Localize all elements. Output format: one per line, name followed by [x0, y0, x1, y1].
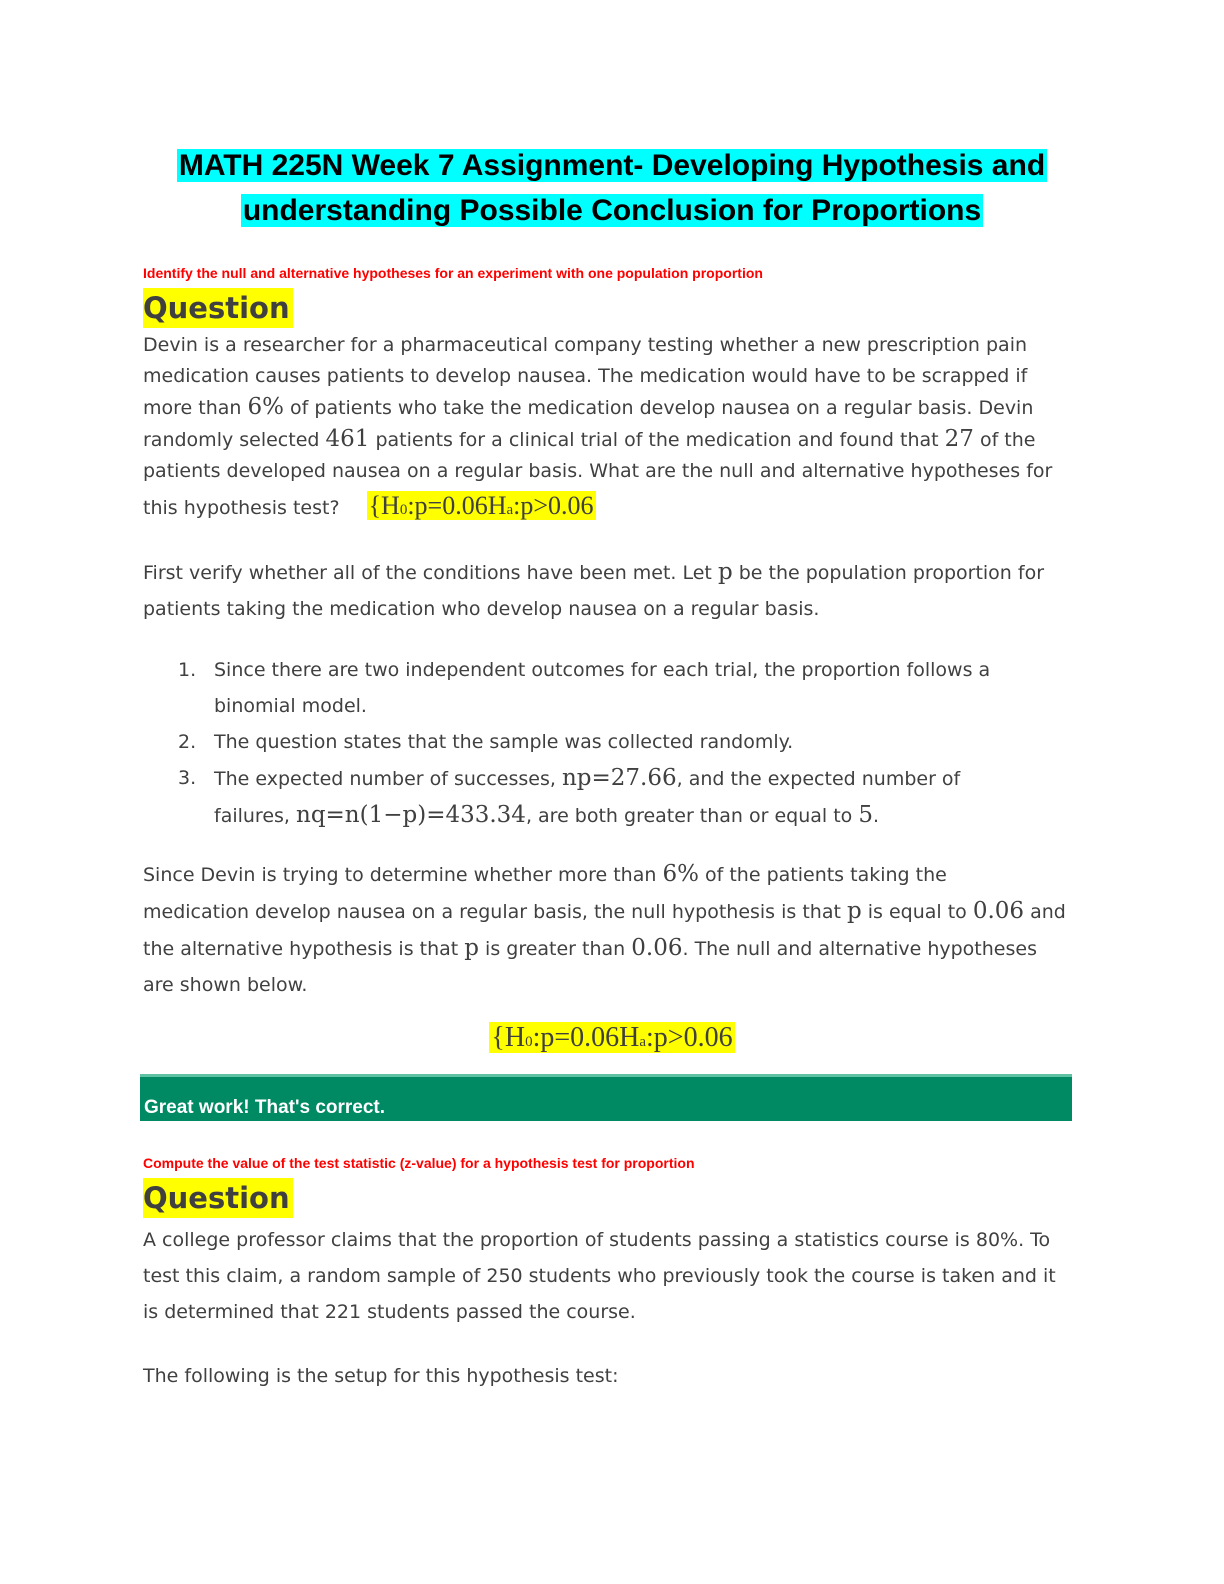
q1-hypotheses-display	[0, 1022, 1224, 1054]
q1-answer-hypotheses: {H0:p=0.06Ha:p>0.06	[368, 491, 594, 520]
q1-heading: Question	[143, 288, 293, 328]
q1-line-2: medication causes patients to develop nausea. The medication would have to be scrapped if	[143, 365, 1028, 387]
document-title	[0, 143, 1224, 233]
np-value: np=27.66	[561, 765, 677, 791]
q1-line-4: randomly selected 461 patients for a clinical trial of the medication and found that 27 of the	[143, 426, 1036, 452]
condition-item-3: 3. The expected number of successes, np=27.66, and the expected number of failures, nq=n(1−p)=433.34, are both greater than or equal to 5.	[178, 765, 961, 828]
q1-verify-text: First verify whether all of the conditions have been met. Let p be the population proportion for patients taking the medication who develop nausea on a regular basis.	[143, 559, 1045, 620]
conditions-list	[178, 652, 1058, 834]
q2-question-text: A college professor claims that the proportion of students passing a statistics course is 80%. To test this claim, a random sample of 250 students who previously took the course is taken and it is determined that 221 students passed the course.	[143, 1229, 1056, 1323]
title-line-2: understanding Possible Conclusion for Proportions	[242, 194, 982, 227]
q2-topic: Compute the value of the test statistic (z-value) for a hypothesis test for proportion	[143, 1155, 695, 1171]
q1-conclusion-text: Since Devin is trying to determine whether more than 6% of the patients taking the medication develop nausea on a regular basis, the null hypothesis is that p is equal to 0.06 and the alternative hypothesis is that p is greater than 0.06. The null and alternative hypotheses are shown below.	[143, 861, 1066, 996]
nq-value: nq=n(1−p)=433.34	[296, 802, 526, 828]
hypotheses-formula: {H0:p=0.06Ha:p>0.06	[491, 1022, 733, 1053]
feedback-banner	[140, 1074, 1072, 1121]
q2-heading: Question	[143, 1178, 293, 1218]
title-line-1: MATH 225N Week 7 Assignment- Developing Hypothesis and	[178, 149, 1046, 182]
q1-question-text	[143, 330, 1073, 526]
condition-item-1: 1. Since there are two independent outcomes for each trial, the proportion follows a binomial model.	[178, 659, 991, 717]
q1-line-3: more than 6% of patients who take the medication develop nausea on a regular basis. Devin	[143, 394, 1034, 420]
q1-percent: 6%	[247, 394, 284, 420]
feedback-text: Great work! That's correct.	[144, 1097, 386, 1118]
q1-line-5: patients developed nausea on a regular basis. What are the null and alternative hypotheses for	[143, 460, 1053, 482]
q1-sample-size: 461	[325, 426, 370, 452]
q1-line-1: Devin is a researcher for a pharmaceutical company testing whether a new prescription pain	[143, 334, 1028, 356]
q1-topic: Identify the null and alternative hypotheses for an experiment with one population proportion	[143, 265, 763, 281]
var-p: p	[717, 559, 733, 585]
q2-setup-text: The following is the setup for this hypothesis test:	[143, 1365, 619, 1387]
q1-line-6: this hypothesis test? {H0:p=0.06Ha:p>0.06	[143, 491, 594, 520]
q1-count: 27	[944, 426, 974, 452]
condition-item-2: 2. The question states that the sample was collected randomly.	[178, 731, 794, 753]
